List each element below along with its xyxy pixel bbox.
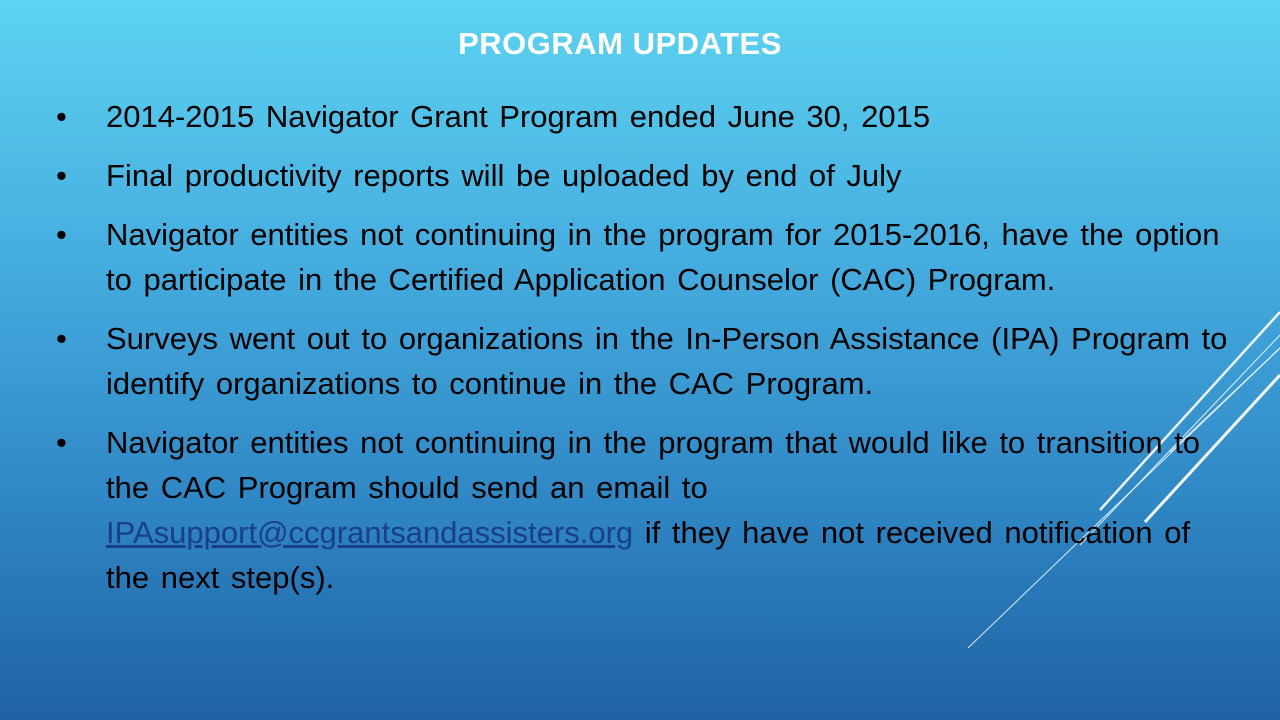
bullet-item-4 — [56, 316, 1236, 406]
bullet-text-after: if they have not received notification of the next step(s). — [106, 515, 1191, 595]
bullet-item-2 — [56, 153, 1236, 198]
bullet-glyph: • — [56, 217, 67, 252]
bullet-item-5 — [56, 420, 1236, 600]
bullet-text-before: Navigator entities not continuing in the program that would like to transition to the CAC Program should send an email to — [106, 425, 1201, 505]
bullet-list — [56, 94, 1236, 614]
slide-title: PROGRAM UPDATES — [458, 26, 782, 61]
bullet-text — [106, 425, 1200, 595]
bullet-item-3 — [56, 212, 1236, 302]
support-email-link[interactable]: IPAsupport@ccgrantsandassisters.org — [106, 515, 634, 550]
bullet-text: Navigator entities not continuing in the program for 2015-2016, have the option to participate in the Certified Application Counselor (CAC) Program. — [106, 217, 1220, 297]
bullet-text: Final productivity reports will be uploaded by end of July — [106, 158, 902, 193]
bullet-text: 2014-2015 Navigator Grant Program ended June 30, 2015 — [106, 99, 931, 134]
bullet-item-1 — [56, 94, 1236, 139]
bullet-glyph: • — [56, 321, 67, 356]
bullet-text: Surveys went out to organizations in the In-Person Assistance (IPA) Program to identify organizations to continue in the CAC Program. — [106, 321, 1228, 401]
bullet-glyph: • — [56, 99, 67, 134]
bullet-glyph: • — [56, 425, 67, 460]
bullet-glyph: • — [56, 158, 67, 193]
